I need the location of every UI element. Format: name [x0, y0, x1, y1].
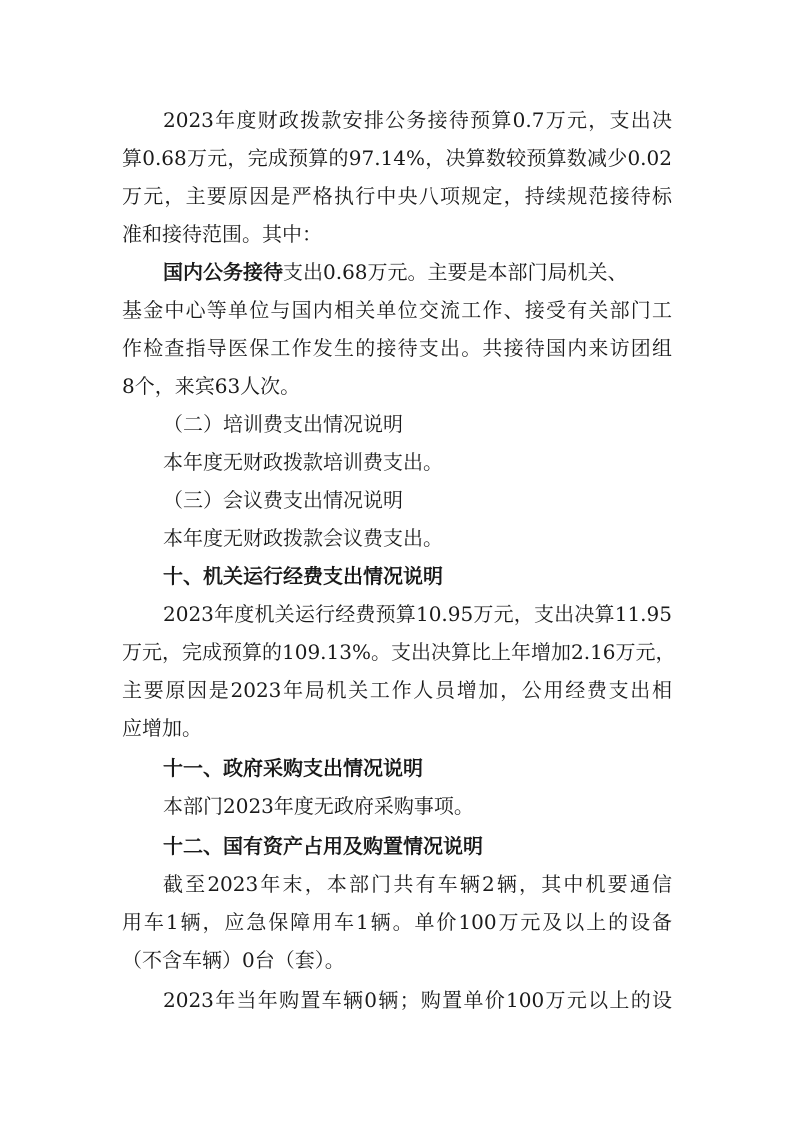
section-10-line-3: 主要原因是2023年局机关工作人员增加，公用经费支出相	[122, 678, 672, 702]
section-12-line-3: （不含车辆）0台（套）。	[122, 948, 345, 972]
section-12-line-2: 用车1辆，应急保障用车1辆。单价100万元及以上的设备	[122, 910, 672, 934]
meeting-text: 本年度无财政拨款会议费支出。	[163, 526, 443, 550]
section-12-line-1: 截至2023年末，本部门共有车辆2辆，其中机要通信	[163, 872, 672, 896]
section-11-heading: 十一、政府采购支出情况说明	[163, 756, 423, 780]
domestic-reception-text: 支出0.68万元。主要是本部门局机关、	[283, 260, 628, 284]
section-10-line-1: 2023年度机关运行经费预算10.95万元，支出决算11.95	[163, 602, 672, 626]
meeting-heading: （三）会议费支出情况说明	[163, 488, 403, 512]
section-10-heading: 十、机关运行经费支出情况说明	[163, 564, 443, 588]
domestic-reception-heading: 国内公务接待	[163, 260, 283, 284]
section-10-line-4: 应增加。	[122, 716, 202, 740]
paragraph-1-line-3: 万元，主要原因是严格执行中央八项规定，持续规范接待标	[122, 184, 672, 208]
section-10-line-2: 万元，完成预算的109.13%。支出决算比上年增加2.16万元，	[122, 640, 676, 664]
section-11-text: 本部门2023年度无政府采购事项。	[163, 794, 474, 818]
paragraph-2-line-4: 8个，来宾63人次。	[122, 374, 301, 398]
paragraph-1-line-1: 2023年度财政拨款安排公务接待预算0.7万元，支出决	[163, 108, 672, 132]
paragraph-2-line-3: 作检查指导医保工作发生的接待支出。共接待国内来访团组	[122, 336, 672, 360]
training-text: 本年度无财政拨款培训费支出。	[163, 450, 443, 474]
paragraph-1-line-2: 算0.68万元，完成预算的97.14%，决算数较预算数减少0.02	[122, 146, 672, 170]
section-12-heading: 十二、国有资产占用及购置情况说明	[163, 834, 483, 858]
paragraph-2-line-2: 基金中心等单位与国内相关单位交流工作、接受有关部门工	[122, 298, 672, 322]
paragraph-1-line-4: 准和接待范围。其中：	[122, 222, 322, 246]
purchase-paragraph-line-1: 2023年当年购置车辆0辆；购置单价100万元以上的设	[163, 988, 672, 1012]
training-heading: （二）培训费支出情况说明	[163, 412, 403, 436]
paragraph-2-line-1	[0, 258, 793, 286]
